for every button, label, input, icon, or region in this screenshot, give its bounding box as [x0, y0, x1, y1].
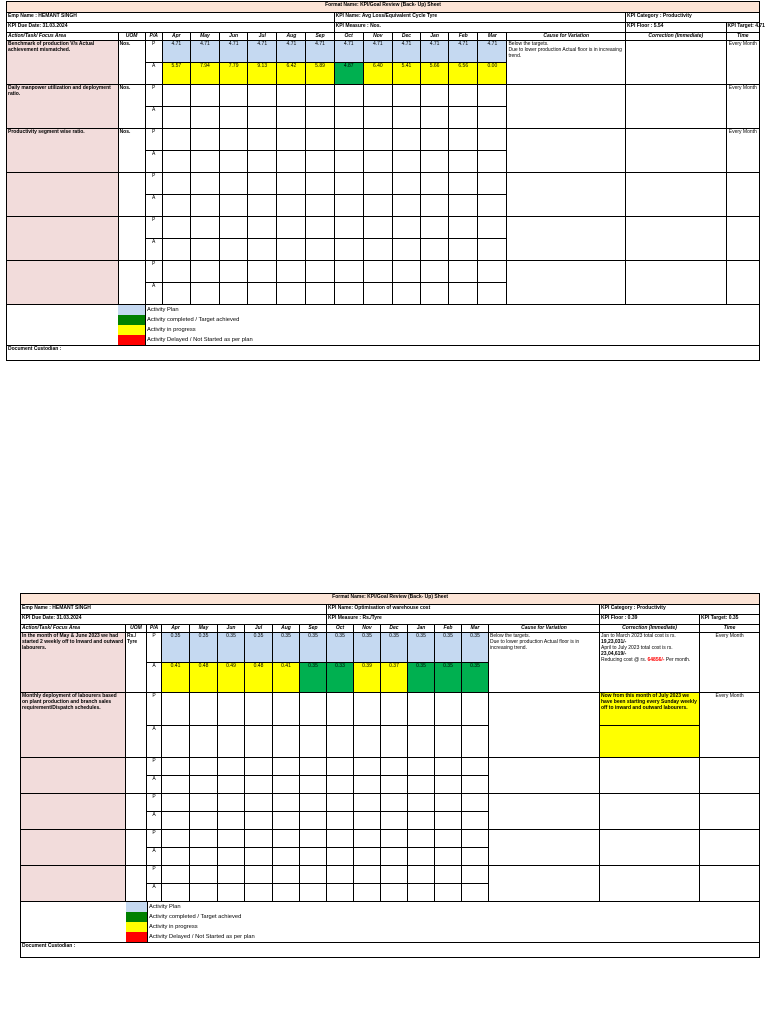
- actual-marker: A: [147, 848, 162, 866]
- time-frequency: Every Month: [700, 693, 760, 758]
- plan-value: 4.71: [190, 41, 219, 63]
- kpi-name: KPI Name: Avg Loss/Equivalent Cycle Tyre: [334, 13, 625, 23]
- legend-swatch-completed: [126, 912, 148, 922]
- plan-value: 0.35: [354, 633, 381, 663]
- col-time: Time: [700, 625, 760, 633]
- col-month: Nov: [363, 33, 392, 41]
- plan-value: 4.71: [306, 41, 334, 63]
- correction: [626, 41, 727, 85]
- column-header-row: [21, 625, 760, 633]
- legend-label: Activity Delayed / Not Started as per plan: [147, 337, 253, 343]
- actual-value: 6.42: [277, 63, 306, 85]
- table-row: [7, 261, 760, 283]
- time-frequency: Every Month: [726, 41, 759, 85]
- plan-value: 4.71: [449, 41, 478, 63]
- plan-marker: P: [147, 633, 162, 663]
- actual-value: 0.48: [245, 663, 273, 693]
- table-row: [21, 758, 760, 776]
- actual-value: 0.35: [435, 663, 462, 693]
- col-month: May: [190, 625, 218, 633]
- col-month: Mar: [478, 33, 507, 41]
- plan-value: 4.71: [334, 41, 363, 63]
- col-month: Mar: [462, 625, 489, 633]
- legend: [21, 902, 760, 943]
- document-custodian: Document Custodian :: [7, 346, 760, 361]
- legend-label: Activity Plan: [149, 904, 181, 910]
- table-row: [7, 129, 760, 151]
- cause-for-variation: Below the targets. Due to lower production Actual floor is in increasing trend.: [489, 633, 600, 693]
- actual-marker: A: [145, 63, 162, 85]
- kpi-floor: KPI Floor : 0.39: [600, 615, 700, 625]
- legend-swatch-in-progress: [126, 922, 148, 932]
- col-uom: UOM: [118, 33, 145, 41]
- plan-value: 0.35: [245, 633, 273, 663]
- plan-value: 0.35: [381, 633, 408, 663]
- legend-swatch-in-progress: [118, 325, 146, 335]
- uom-value: Nos.: [118, 129, 145, 173]
- col-cause: Cause for Variation: [489, 625, 600, 633]
- focus-area: Benchmark of production V/s Actual achievement mismatched.: [7, 41, 119, 85]
- col-month: Aug: [273, 625, 300, 633]
- table-row: [7, 85, 760, 107]
- actual-marker: A: [145, 283, 162, 305]
- uom-value: Nos.: [118, 85, 145, 129]
- plan-value: 4.71: [248, 41, 277, 63]
- plan-marker: P: [147, 830, 162, 848]
- plan-value: 0.35: [273, 633, 300, 663]
- kpi-sheet-1: [6, 1, 765, 361]
- emp-name: Emp Name : HEMANT SINGH: [21, 605, 327, 615]
- legend-label: Activity Plan: [147, 307, 179, 313]
- table-row: [7, 173, 760, 195]
- plan-value: 4.71: [478, 41, 507, 63]
- kpi-sheet-2: [20, 593, 760, 958]
- uom-value: [126, 693, 147, 758]
- col-month: Feb: [435, 625, 462, 633]
- kpi-target: KPI Target: 0.35: [700, 615, 760, 625]
- table-row: [21, 693, 760, 726]
- cause-for-variation: Below the targets. Due to lower production Actual floor is in increasing trend.: [507, 41, 626, 85]
- actual-value: 5.57: [162, 63, 190, 85]
- plan-value: 4.71: [162, 41, 190, 63]
- kpi-target: KPI Target: 4.71: [726, 23, 759, 33]
- legend-label: Activity in progress: [149, 924, 198, 930]
- col-month: Sep: [306, 33, 334, 41]
- document-custodian: Document Custodian :: [21, 943, 760, 958]
- table-row: [7, 41, 760, 63]
- col-uom: UOM: [126, 625, 147, 633]
- plan-marker: P: [145, 85, 162, 107]
- actual-value: 0.48: [190, 663, 218, 693]
- focus-area: Productivity segment wise ratio.: [7, 129, 119, 173]
- legend: [7, 305, 760, 346]
- col-pa: P/A: [147, 625, 162, 633]
- plan-value: 0.35: [300, 633, 327, 663]
- col-month: Jul: [248, 33, 277, 41]
- table-row: [7, 217, 760, 239]
- correction: Jan to March 2023 total cost is rs. 19,23,031/- April to July 2023 total cost is rs. 23,04,619/- Reducing cost @ rs. 64856/- Per month.: [600, 633, 700, 693]
- actual-value: 5.41: [392, 63, 420, 85]
- legend-label: Activity Delayed / Not Started as per plan: [149, 934, 255, 940]
- col-action: Action/Task/ Focus Area: [21, 625, 126, 633]
- plan-marker: P: [145, 217, 162, 239]
- kpi-name: KPI Name: Optimisation of warehouse cost: [327, 605, 600, 615]
- actual-value: 6.56: [449, 63, 478, 85]
- col-action: Action/Task/ Focus Area: [7, 33, 119, 41]
- col-month: Dec: [392, 33, 420, 41]
- actual-marker: A: [147, 812, 162, 830]
- table-row: [21, 866, 760, 884]
- kpi-floor: KPI Floor : 5.54: [626, 23, 727, 33]
- col-month: Oct: [334, 33, 363, 41]
- col-month: Apr: [162, 33, 190, 41]
- kpi-measure: KPI Measure : Rs./Tyre: [327, 615, 600, 625]
- col-pa: P/A: [145, 33, 162, 41]
- plan-marker: P: [145, 173, 162, 195]
- actual-marker: A: [147, 726, 162, 758]
- plan-value: 0.35: [408, 633, 435, 663]
- table-row: [21, 633, 760, 663]
- actual-value: 9.13: [248, 63, 277, 85]
- col-month: Jul: [245, 625, 273, 633]
- legend-swatch-plan: [126, 902, 148, 912]
- plan-value: 0.35: [162, 633, 190, 663]
- plan-value: 0.35: [218, 633, 245, 663]
- focus-area: In the month of May & June 2023 we had started 2 weekly off to Inward and outward labourers.: [21, 633, 126, 693]
- col-month: May: [190, 33, 219, 41]
- time-frequency: Every Month: [726, 129, 759, 173]
- actual-value: 0.35: [462, 663, 489, 693]
- kpi-table-2: [20, 593, 760, 958]
- format-name: Format Name: KPI/Goal Review (Back- Up) Sheet: [21, 594, 760, 605]
- col-month: Jan: [421, 33, 449, 41]
- plan-value: 0.35: [462, 633, 489, 663]
- legend-swatch-plan: [118, 305, 146, 315]
- actual-value: 7.94: [190, 63, 219, 85]
- plan-value: 4.71: [277, 41, 306, 63]
- plan-value: 4.71: [363, 41, 392, 63]
- kpi-due-date: KPI Due Date: 31.03.2024: [7, 23, 335, 33]
- plan-marker: P: [147, 866, 162, 884]
- actual-value: 0.41: [162, 663, 190, 693]
- actual-value: 6.40: [363, 63, 392, 85]
- emp-name: Emp Name : HEMANT SINGH: [7, 13, 335, 23]
- kpi-due-date: KPI Due Date: 31.03.2024: [21, 615, 327, 625]
- actual-value: 0.35: [300, 663, 327, 693]
- kpi-category: KPI Category : Productivity: [600, 605, 760, 615]
- actual-value: 7.79: [220, 63, 248, 85]
- focus-area: Monthly deployment of labourers based on plant production and branch sales requirement/Dispatch schedules.: [21, 693, 126, 758]
- col-cause: Cause for Variation: [507, 33, 626, 41]
- time-frequency: Every Month: [700, 633, 760, 693]
- col-correction: Correction (Immediate): [600, 625, 700, 633]
- actual-marker: A: [147, 663, 162, 693]
- focus-area: Daily manpower utilization and deployment ratio.: [7, 85, 119, 129]
- col-month: Apr: [162, 625, 190, 633]
- plan-value: 4.71: [220, 41, 248, 63]
- kpi-measure: KPI Measure : Nos.: [334, 23, 625, 33]
- actual-value: 5.66: [421, 63, 449, 85]
- col-month: Dec: [381, 625, 408, 633]
- col-time: Time: [726, 33, 759, 41]
- actual-marker: A: [145, 195, 162, 217]
- col-month: Feb: [449, 33, 478, 41]
- actual-value: 0.49: [218, 663, 245, 693]
- table-row: [21, 794, 760, 812]
- legend-label: Activity in progress: [147, 327, 196, 333]
- col-month: Sep: [300, 625, 327, 633]
- actual-marker: A: [145, 151, 162, 173]
- plan-value: 0.35: [327, 633, 354, 663]
- plan-value: 0.35: [190, 633, 218, 663]
- actual-value: 0.37: [381, 663, 408, 693]
- actual-value: 0.35: [408, 663, 435, 693]
- plan-marker: P: [147, 693, 162, 726]
- plan-marker: P: [147, 758, 162, 776]
- actual-value: 0.41: [273, 663, 300, 693]
- uom-value: Nos.: [118, 41, 145, 85]
- actual-marker: A: [147, 776, 162, 794]
- legend-swatch-completed: [118, 315, 146, 325]
- kpi-category: KPI Category : Productivity: [626, 13, 760, 23]
- actual-value: 0.00: [478, 63, 507, 85]
- plan-marker: P: [147, 794, 162, 812]
- col-month: Jan: [408, 625, 435, 633]
- column-header-row: [7, 33, 760, 41]
- actual-marker: A: [145, 107, 162, 129]
- legend-label: Activity completed / Target achieved: [147, 317, 240, 323]
- col-correction: Correction (Immediate): [626, 33, 727, 41]
- actual-value: 0.33: [327, 663, 354, 693]
- plan-value: 4.71: [421, 41, 449, 63]
- plan-marker: P: [145, 261, 162, 283]
- plan-value: 0.35: [435, 633, 462, 663]
- plan-marker: P: [145, 129, 162, 151]
- actual-marker: A: [145, 239, 162, 261]
- plan-value: 4.71: [392, 41, 420, 63]
- actual-value: 0.39: [354, 663, 381, 693]
- table-row: [21, 830, 760, 848]
- plan-marker: P: [145, 41, 162, 63]
- legend-swatch-delayed: [118, 335, 146, 345]
- col-month: Oct: [327, 625, 354, 633]
- uom-value: Rs./ Tyre: [126, 633, 147, 693]
- actual-value: 4.87: [334, 63, 363, 85]
- time-frequency: Every Month: [726, 85, 759, 129]
- legend-swatch-delayed: [126, 932, 148, 942]
- col-month: Nov: [354, 625, 381, 633]
- actual-value: 5.89: [306, 63, 334, 85]
- kpi-table-1: [6, 1, 765, 361]
- actual-marker: A: [147, 884, 162, 902]
- col-month: Jun: [220, 33, 248, 41]
- col-month: Jun: [218, 625, 245, 633]
- col-month: Aug: [277, 33, 306, 41]
- legend-label: Activity completed / Target achieved: [149, 914, 242, 920]
- correction: Now from this month of July 2023 we have been starting every Sunday weekly off to inward and outward labourers.: [600, 693, 700, 726]
- format-name: Format Name: KPI/Goal Review (Back- Up) Sheet: [7, 2, 760, 13]
